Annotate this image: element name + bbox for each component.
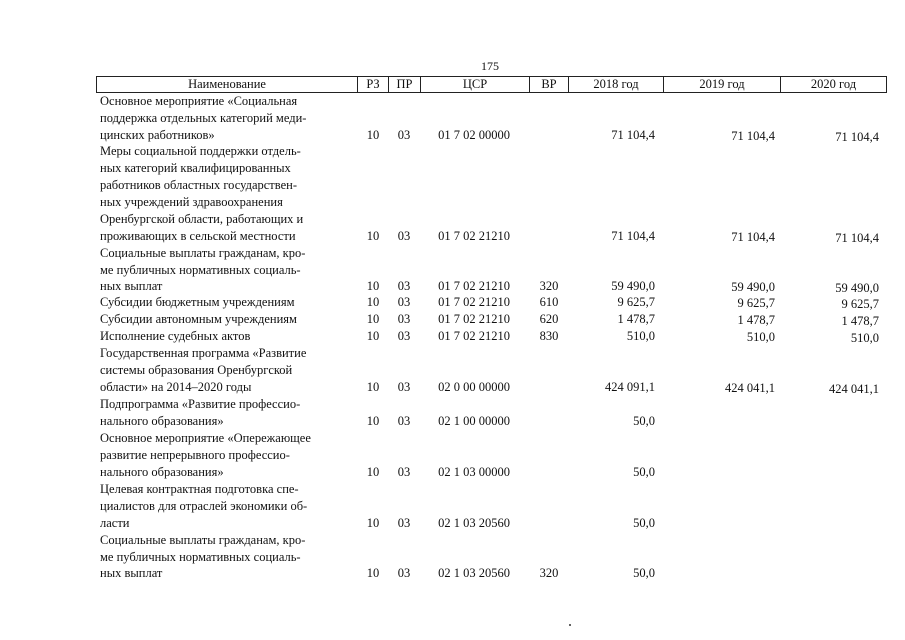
cell-pr: 03	[397, 465, 411, 479]
cell-vr: 320	[539, 279, 559, 293]
cell-rz: 10	[366, 414, 380, 428]
cell-2020: 9 625,7	[841, 297, 879, 311]
cell-pr: 03	[397, 128, 411, 142]
scan-speck	[569, 624, 571, 626]
cell-pr: 03	[397, 516, 411, 530]
header-2018: 2018 год	[568, 76, 664, 93]
row-name-line: поддержка отдельных категорий меди-	[100, 111, 307, 125]
row-name-line: цинских работников»	[100, 128, 215, 142]
cell-2018: 510,0	[626, 329, 655, 343]
cell-2019: 71 104,4	[731, 129, 775, 143]
cell-2019: 59 490,0	[731, 280, 775, 294]
cell-pr: 03	[397, 312, 411, 326]
cell-2018: 1 478,7	[617, 312, 655, 326]
cell-rz: 10	[366, 566, 380, 580]
row-name-line: Социальные выплаты гражданам, кро-	[100, 533, 306, 547]
cell-2018: 9 625,7	[617, 295, 655, 309]
row-name-line: Целевая контрактная подготовка спе-	[100, 482, 299, 496]
cell-2018: 71 104,4	[611, 128, 655, 142]
cell-csr: 01 7 02 21210	[438, 229, 510, 243]
cell-2018: 50,0	[633, 566, 655, 580]
cell-vr: 830	[539, 329, 559, 343]
cell-pr: 03	[397, 380, 411, 394]
cell-2018: 59 490,0	[611, 279, 655, 293]
cell-2020: 1 478,7	[841, 314, 879, 328]
cell-rz: 10	[366, 295, 380, 309]
cell-2018: 50,0	[633, 465, 655, 479]
cell-2019: 424 041,1	[725, 381, 775, 395]
row-name-line: Основное мероприятие «Опережающее	[100, 431, 311, 445]
cell-2019: 9 625,7	[737, 296, 775, 310]
row-name-line: области» на 2014–2020 годы	[100, 380, 252, 394]
row-name-line: Исполнение судебных актов	[100, 329, 251, 343]
cell-2018: 424 091,1	[605, 380, 655, 394]
row-name-line: Основное мероприятие «Социальная	[100, 94, 298, 108]
cell-rz: 10	[366, 128, 380, 142]
cell-vr: 320	[539, 566, 559, 580]
row-name-line: Субсидии бюджетным учреждениям	[100, 295, 295, 309]
row-name-line: Субсидии автономным учреждениям	[100, 312, 297, 326]
row-name-line: работников областных государствен-	[100, 178, 297, 192]
cell-pr: 03	[397, 566, 411, 580]
cell-csr: 01 7 02 21210	[438, 279, 510, 293]
cell-2020: 59 490,0	[835, 281, 879, 295]
row-name-line: нального образования»	[100, 414, 224, 428]
cell-rz: 10	[366, 380, 380, 394]
cell-2019: 71 104,4	[731, 230, 775, 244]
row-name-line: ных категорий квалифицированных	[100, 161, 291, 175]
header-name: Наименование	[96, 76, 358, 93]
cell-rz: 10	[366, 329, 380, 343]
row-name-line: ных выплат	[100, 279, 163, 293]
cell-2020: 71 104,4	[835, 130, 879, 144]
cell-pr: 03	[397, 229, 411, 243]
cell-rz: 10	[366, 229, 380, 243]
row-name-line: Подпрограмма «Развитие профессио-	[100, 397, 301, 411]
cell-pr: 03	[397, 279, 411, 293]
cell-2019: 510,0	[746, 330, 775, 344]
header-csr: ЦСР	[420, 76, 530, 93]
cell-2020: 424 041,1	[829, 382, 879, 396]
row-name-line: ме публичных нормативных социаль-	[100, 550, 301, 564]
cell-rz: 10	[366, 516, 380, 530]
cell-2020: 510,0	[850, 331, 879, 345]
cell-csr: 02 0 00 00000	[438, 380, 510, 394]
cell-2018: 50,0	[633, 414, 655, 428]
row-name-line: циалистов для отраслей экономики об-	[100, 499, 308, 513]
row-name-line: системы образования Оренбургской	[100, 363, 293, 377]
cell-csr: 02 1 00 00000	[438, 414, 510, 428]
header-vr: ВР	[529, 76, 569, 93]
cell-vr: 620	[539, 312, 559, 326]
cell-2020: 71 104,4	[835, 231, 879, 245]
row-name-line: ме публичных нормативных социаль-	[100, 263, 301, 277]
cell-pr: 03	[397, 414, 411, 428]
row-name-line: развитие непрерывного профессио-	[100, 448, 290, 462]
cell-rz: 10	[366, 279, 380, 293]
cell-csr: 02 1 03 20560	[438, 566, 510, 580]
row-name-line: нального образования»	[100, 465, 224, 479]
header-2020: 2020 год	[780, 76, 887, 93]
cell-csr: 01 7 02 00000	[438, 128, 510, 142]
cell-csr: 02 1 03 20560	[438, 516, 510, 530]
cell-rz: 10	[366, 465, 380, 479]
cell-csr: 01 7 02 21210	[438, 312, 510, 326]
cell-pr: 03	[397, 329, 411, 343]
cell-vr: 610	[539, 295, 559, 309]
cell-rz: 10	[366, 312, 380, 326]
row-name-line: Меры социальной поддержки отдель-	[100, 144, 301, 158]
row-name-line: Социальные выплаты гражданам, кро-	[100, 246, 306, 260]
header-rz: РЗ	[357, 76, 389, 93]
row-name-line: ласти	[100, 516, 130, 530]
cell-2019: 1 478,7	[737, 313, 775, 327]
row-name-line: ных учреждений здравоохранения	[100, 195, 283, 209]
cell-2018: 71 104,4	[611, 229, 655, 243]
cell-csr: 02 1 03 00000	[438, 465, 510, 479]
cell-csr: 01 7 02 21210	[438, 295, 510, 309]
row-name-line: Государственная программа «Развитие	[100, 346, 307, 360]
header-pr: ПР	[388, 76, 421, 93]
row-name-line: ных выплат	[100, 566, 163, 580]
header-2019: 2019 год	[663, 76, 781, 93]
cell-pr: 03	[397, 295, 411, 309]
cell-csr: 01 7 02 21210	[438, 329, 510, 343]
row-name-line: Оренбургской области, работающих и	[100, 212, 304, 226]
cell-2018: 50,0	[633, 516, 655, 530]
row-name-line: проживающих в сельской местности	[100, 229, 296, 243]
page-number: 175	[481, 59, 499, 73]
